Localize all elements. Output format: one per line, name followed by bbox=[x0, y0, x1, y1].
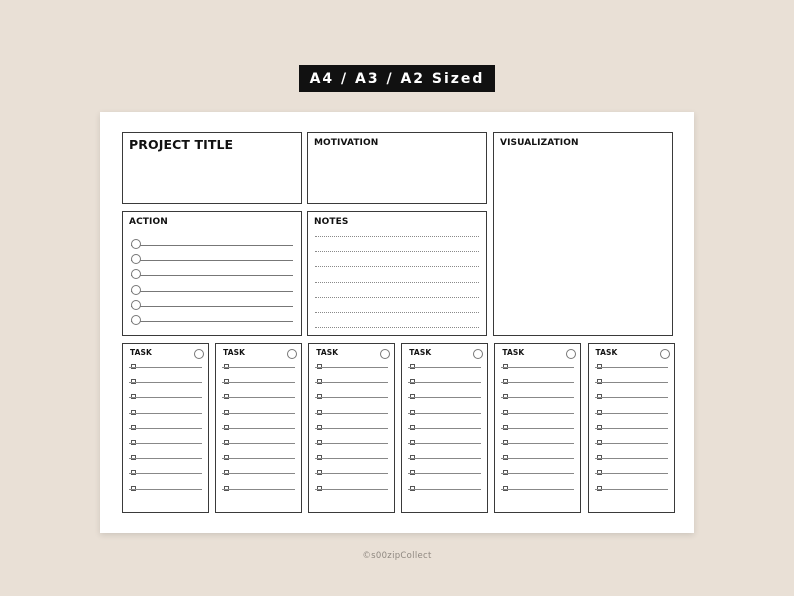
notes-line bbox=[315, 297, 479, 298]
task-item-row bbox=[222, 414, 295, 429]
task-item-row bbox=[222, 475, 295, 490]
action-checkbox-circle[interactable] bbox=[131, 239, 141, 249]
task-card bbox=[494, 343, 581, 513]
notes-line bbox=[315, 266, 479, 267]
task-item-row bbox=[501, 429, 574, 444]
task-line bbox=[501, 489, 574, 490]
task-item-row bbox=[315, 444, 388, 459]
action-line bbox=[131, 260, 293, 261]
task-item-row bbox=[408, 429, 481, 444]
task-item-row bbox=[501, 475, 574, 490]
notes-box bbox=[307, 211, 487, 336]
task-item-row bbox=[315, 368, 388, 383]
planner-sheet bbox=[100, 112, 694, 533]
task-item-row bbox=[595, 475, 668, 490]
size-label: A4 / A3 / A2 Sized bbox=[299, 65, 495, 92]
task-item-row bbox=[129, 429, 202, 444]
task-item-row bbox=[408, 383, 481, 398]
task-item-row bbox=[408, 353, 481, 368]
task-card bbox=[588, 343, 675, 513]
task-item-row bbox=[501, 414, 574, 429]
action-line bbox=[131, 245, 293, 246]
notes-heading: NOTES bbox=[314, 217, 349, 227]
action-box bbox=[122, 211, 302, 336]
task-item-row bbox=[595, 399, 668, 414]
task-item-row bbox=[129, 383, 202, 398]
action-line bbox=[131, 291, 293, 292]
task-item-row bbox=[315, 429, 388, 444]
action-checkbox-circle[interactable] bbox=[131, 300, 141, 310]
task-card bbox=[308, 343, 395, 513]
task-heading: TASK bbox=[409, 348, 432, 357]
task-item-row bbox=[222, 383, 295, 398]
task-item-row bbox=[222, 368, 295, 383]
task-heading: TASK bbox=[223, 348, 246, 357]
task-line bbox=[408, 489, 481, 490]
task-item-row bbox=[129, 444, 202, 459]
task-item-row bbox=[222, 444, 295, 459]
action-checkbox-circle[interactable] bbox=[131, 254, 141, 264]
project-title-heading: PROJECT TITLE bbox=[129, 137, 234, 152]
task-line bbox=[595, 489, 668, 490]
task-item-row bbox=[595, 414, 668, 429]
task-item-row bbox=[129, 459, 202, 474]
motivation-box bbox=[307, 132, 487, 204]
task-item-row bbox=[129, 399, 202, 414]
task-item-row bbox=[501, 444, 574, 459]
task-item-row bbox=[129, 353, 202, 368]
task-item-row bbox=[595, 459, 668, 474]
action-line bbox=[131, 306, 293, 307]
task-item-row bbox=[501, 353, 574, 368]
task-item-row bbox=[408, 444, 481, 459]
task-item-row bbox=[129, 368, 202, 383]
task-item-row bbox=[595, 353, 668, 368]
action-checkbox-circle[interactable] bbox=[131, 315, 141, 325]
task-line bbox=[222, 489, 295, 490]
notes-line bbox=[315, 251, 479, 252]
task-line bbox=[315, 489, 388, 490]
task-item-row bbox=[222, 353, 295, 368]
task-item-row bbox=[408, 399, 481, 414]
project-title-box bbox=[122, 132, 302, 204]
notes-line bbox=[315, 312, 479, 313]
task-item-row bbox=[501, 459, 574, 474]
task-item-row bbox=[222, 429, 295, 444]
task-item-row bbox=[408, 414, 481, 429]
task-card bbox=[215, 343, 302, 513]
task-item-row bbox=[408, 459, 481, 474]
action-line bbox=[131, 275, 293, 276]
task-item-row bbox=[129, 475, 202, 490]
motivation-heading: MOTIVATION bbox=[314, 138, 379, 148]
task-heading: TASK bbox=[502, 348, 525, 357]
task-item-row bbox=[129, 414, 202, 429]
task-line bbox=[129, 489, 202, 490]
task-item-row bbox=[501, 383, 574, 398]
visualization-box bbox=[493, 132, 673, 336]
task-item-row bbox=[315, 353, 388, 368]
task-item-row bbox=[501, 368, 574, 383]
task-item-row bbox=[315, 475, 388, 490]
visualization-heading: VISUALIZATION bbox=[500, 138, 579, 148]
action-checkbox-circle[interactable] bbox=[131, 269, 141, 279]
task-item-row bbox=[595, 429, 668, 444]
action-line bbox=[131, 321, 293, 322]
task-item-row bbox=[222, 459, 295, 474]
task-heading: TASK bbox=[595, 348, 618, 357]
task-item-row bbox=[595, 368, 668, 383]
task-item-row bbox=[315, 414, 388, 429]
task-item-row bbox=[315, 383, 388, 398]
copyright-text: ©s00zipCollect bbox=[362, 551, 432, 561]
task-item-row bbox=[595, 383, 668, 398]
task-item-row bbox=[315, 399, 388, 414]
task-item-row bbox=[501, 399, 574, 414]
action-checkbox-circle[interactable] bbox=[131, 285, 141, 295]
action-heading: ACTION bbox=[129, 217, 168, 227]
notes-line bbox=[315, 327, 479, 328]
task-item-row bbox=[595, 444, 668, 459]
task-heading: TASK bbox=[316, 348, 339, 357]
task-card bbox=[122, 343, 209, 513]
notes-line bbox=[315, 236, 479, 237]
notes-line bbox=[315, 282, 479, 283]
task-card bbox=[401, 343, 488, 513]
task-item-row bbox=[408, 475, 481, 490]
task-item-row bbox=[408, 368, 481, 383]
task-item-row bbox=[315, 459, 388, 474]
task-heading: TASK bbox=[130, 348, 152, 357]
task-item-row bbox=[222, 399, 295, 414]
